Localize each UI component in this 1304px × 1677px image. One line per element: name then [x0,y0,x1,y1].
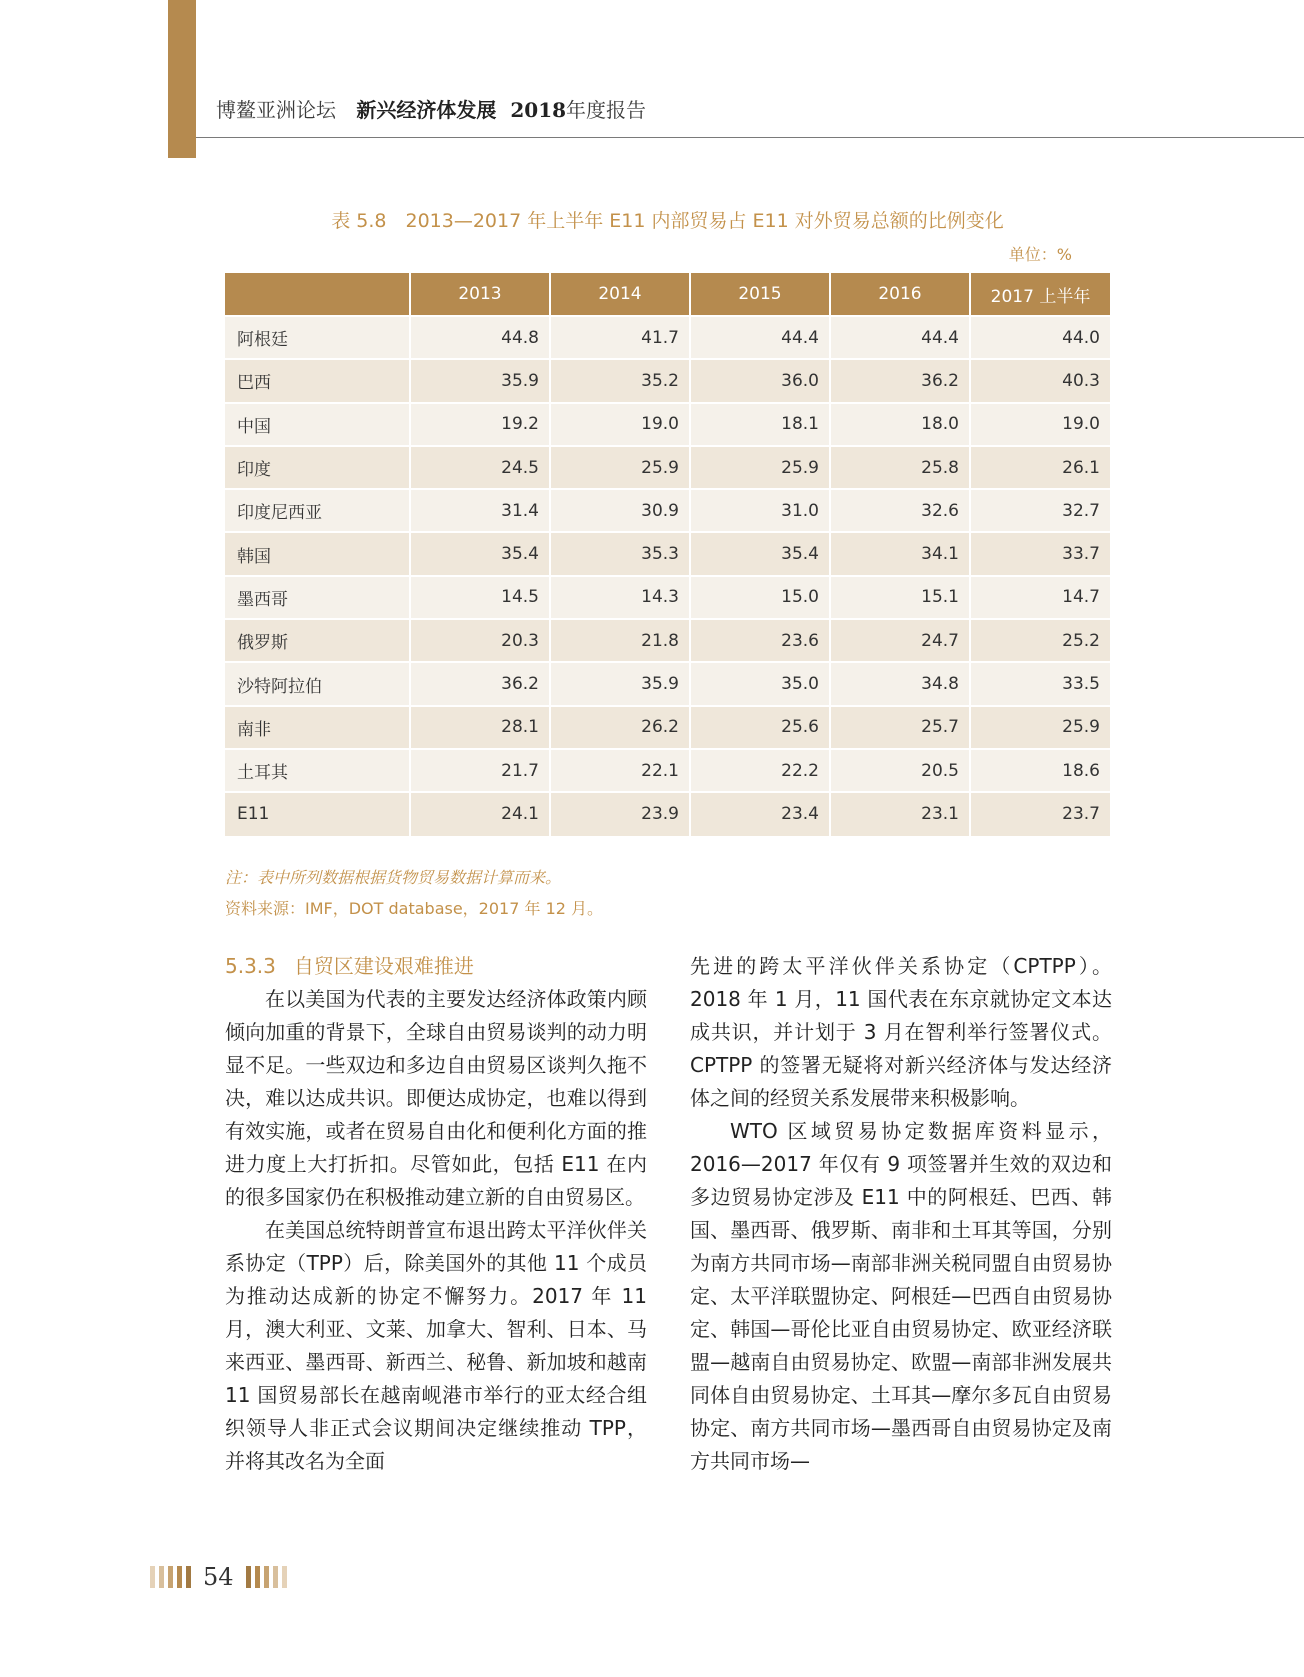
table-cell: 28.1 [410,706,550,749]
table-row [225,662,1110,705]
table-cell: 23.6 [690,619,830,662]
table-row [225,706,1110,749]
table-cell: 35.0 [690,662,830,705]
table-cell: 25.6 [690,706,830,749]
table-cell: 34.8 [830,662,970,705]
row-label: 巴西 [225,359,410,402]
table-cell: 20.3 [410,619,550,662]
table-cell: 44.8 [410,316,550,359]
table-cell: 18.0 [830,403,970,446]
table-cell: 44.0 [970,316,1110,359]
table-cell: 34.1 [830,532,970,575]
header-report: 新兴经济体发展 [356,98,497,122]
row-label: 南非 [225,706,410,749]
row-label: 中国 [225,403,410,446]
table-cell: 33.5 [970,662,1110,705]
table-row [225,792,1110,835]
column-header: 2016 [830,273,970,316]
table-cell: 23.4 [690,792,830,835]
text-column-left [225,950,647,1478]
table-cell: 25.7 [830,706,970,749]
table-cell: 31.4 [410,489,550,532]
section-number: 5.3.3 [225,954,276,978]
row-label: 阿根廷 [225,316,410,359]
table-cell: 24.7 [830,619,970,662]
table-cell: 35.4 [410,532,550,575]
table-cell: 44.4 [690,316,830,359]
table-cell: 35.2 [550,359,690,402]
column-header: 2013 [410,273,550,316]
table-cell: 22.2 [690,749,830,792]
row-label: 土耳其 [225,749,410,792]
table-cell: 19.0 [970,403,1110,446]
footer-decoration-right [246,1566,287,1588]
table-row [225,619,1110,662]
table-cell: 30.9 [550,489,690,532]
row-label: 印度 [225,446,410,489]
header-tab-bar [168,0,196,158]
table-cell: 36.0 [690,359,830,402]
body-paragraph: WTO 区域贸易协定数据库资料显示，2016—2017 年仅有 9 项签署并生效的双边和多边贸易协定涉及 E11 中的阿根廷、巴西、韩国、墨西哥、俄罗斯、南非和土耳其等国，分别为南方共同市场—南部非洲关税同盟自由贸易协定、太平洋联盟协定、阿根廷—巴西自由贸易协定、韩国—哥伦比亚自由贸易协定、欧亚经济联盟—越南自由贸易协定、欧盟—南部非洲发展共同体自由贸易协定、土耳其—摩尔多瓦自由贸易协定、南方共同市场—墨西哥自由贸易协定及南方共同市场— [690,1119,1112,1473]
table-cell: 14.7 [970,576,1110,619]
table-row [225,749,1110,792]
page-number: 54 [203,1563,234,1591]
row-label: 韩国 [225,532,410,575]
table-cell: 32.7 [970,489,1110,532]
column-header: 2017 上半年 [970,273,1110,316]
table-row [225,532,1110,575]
table-unit: 单位：% [1008,245,1072,264]
header-org: 博鳌亚洲论坛 [216,98,336,122]
table-source: 资料来源：IMF，DOT database，2017 年 12 月。 [225,899,604,918]
table-note: 注：表中所列数据根据货物贸易数据计算而来。 [225,868,562,887]
body-paragraph: 在以美国为代表的主要发达经济体政策内顾倾向加重的背景下，全球自由贸易谈判的动力明显不足。一些双边和多边自由贸易区谈判久拖不决，难以达成共识。即便达成协定，也难以得到有效实施，或者在贸易自由化和便利化方面的推进力度上大打折扣。尽管如此，包括 E11 在内的很多国家仍在积极推动建立新的自由贸易区。 [225,987,647,1209]
table-cell: 35.3 [550,532,690,575]
column-header: 2015 [690,273,830,316]
table-cell: 25.8 [830,446,970,489]
data-table [225,273,1110,836]
table-cell: 18.6 [970,749,1110,792]
text-column-right [690,950,1112,1478]
table-cell: 26.1 [970,446,1110,489]
running-header [216,94,660,123]
table-header-row [225,273,1110,316]
table-cell: 44.4 [830,316,970,359]
table-cell: 18.1 [690,403,830,446]
table-cell: 35.9 [410,359,550,402]
table-cell: 31.0 [690,489,830,532]
body-paragraph: 先进的跨太平洋伙伴关系协定（CPTPP）。2018 年 1 月，11 国代表在东京就协定文本达成共识，并计划于 3 月在智利举行签署仪式。CPTPP 的签署无疑将对新兴经济体与发达经济体之间的经贸关系发展带来积极影响。 [690,954,1112,1110]
table-row [225,359,1110,402]
table-cell: 23.9 [550,792,690,835]
table-cell: 19.2 [410,403,550,446]
table-title: 表 5.8 2013—2017 年上半年 E11 内部贸易占 E11 对外贸易总额的比例变化 [331,210,1004,232]
table-cell: 36.2 [830,359,970,402]
table-cell: 25.2 [970,619,1110,662]
table-cell: 25.9 [690,446,830,489]
section-heading [225,950,647,983]
header-year: 2018 [510,98,567,122]
table-row [225,446,1110,489]
table-row [225,403,1110,446]
table-cell: 21.8 [550,619,690,662]
table-cell: 14.3 [550,576,690,619]
table-cell: 19.0 [550,403,690,446]
table-cell: 35.9 [550,662,690,705]
body-paragraph: 在美国总统特朗普宣布退出跨太平洋伙伴关系协定（TPP）后，除美国外的其他 11 个成员为推动达成新的协定不懈努力。2017 年 11 月，澳大利亚、文莱、加拿大、智利、日本、马来西亚、墨西哥、新西兰、秘鲁、新加坡和越南 11 国贸易部长在越南岘港市举行的亚太经合组织领导人非正式会议期间决定继续推动 TPP，并将其改名为全面 [225,1218,647,1473]
table-cell: 15.0 [690,576,830,619]
table-cell: 21.7 [410,749,550,792]
table-cell: 23.1 [830,792,970,835]
table-cell: 25.9 [970,706,1110,749]
table-cell: 23.7 [970,792,1110,835]
table-cell: 14.5 [410,576,550,619]
row-label: 沙特阿拉伯 [225,662,410,705]
table-cell: 24.1 [410,792,550,835]
table-cell: 24.5 [410,446,550,489]
table-cell: 33.7 [970,532,1110,575]
column-header [225,273,410,316]
table-cell: 15.1 [830,576,970,619]
row-label: E11 [225,792,410,835]
header-rule [196,137,1304,138]
section-title: 自贸区建设艰难推进 [293,954,474,978]
table-cell: 35.4 [690,532,830,575]
table-row [225,316,1110,359]
footer-decoration-left [150,1566,191,1588]
table-cell: 41.7 [550,316,690,359]
row-label: 印度尼西亚 [225,489,410,532]
page-footer [150,1564,287,1590]
table-row [225,576,1110,619]
row-label: 俄罗斯 [225,619,410,662]
table-cell: 20.5 [830,749,970,792]
table-cell: 26.2 [550,706,690,749]
table-cell: 32.6 [830,489,970,532]
header-suffix: 年度报告 [566,98,647,122]
table-cell: 36.2 [410,662,550,705]
table-cell: 40.3 [970,359,1110,402]
table-cell: 25.9 [550,446,690,489]
column-header: 2014 [550,273,690,316]
table-row [225,489,1110,532]
row-label: 墨西哥 [225,576,410,619]
table-cell: 22.1 [550,749,690,792]
